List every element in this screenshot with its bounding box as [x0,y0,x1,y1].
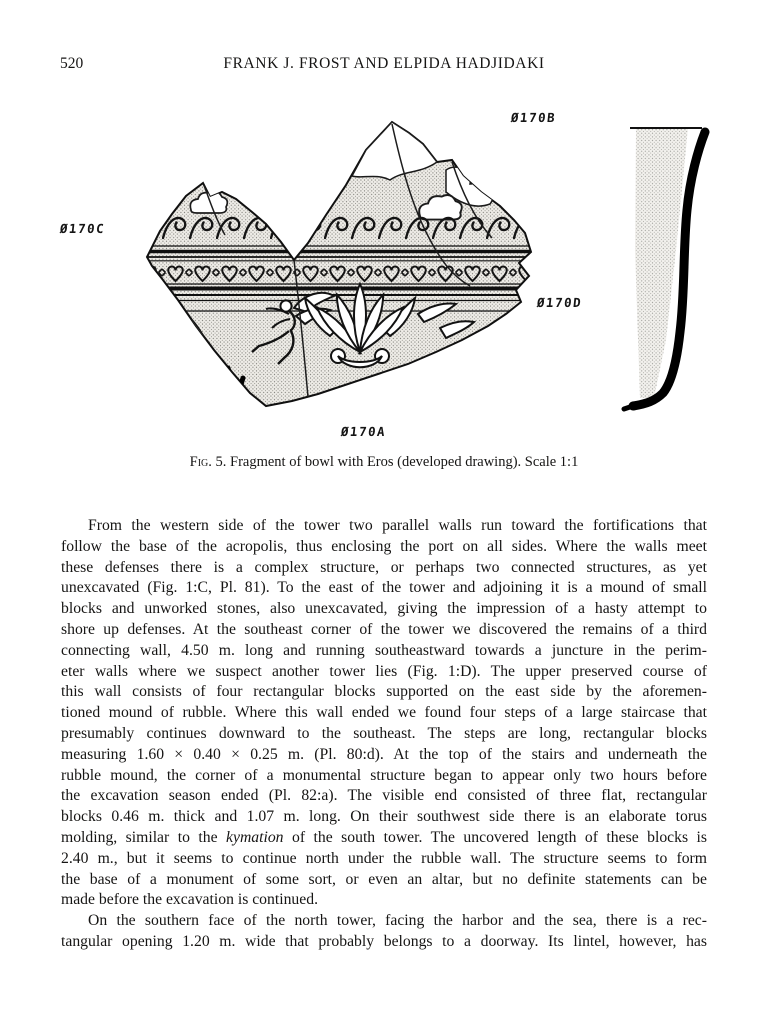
text-line: this wall consists of four rectangular blocks supported on the east side by the aforemen- [61,683,707,701]
text-line: shore up defenses. At the southeast corner of the tower we discovered the remains of a third [61,620,707,638]
running-head: FRANK J. FROST AND ELPIDA HADJIDAKI [223,55,545,72]
text-line: measuring 1.60 × 0.40 × 0.25 m. (Pl. 80:d). At the top of the stairs and underneath the [61,745,707,763]
text-line: From the western side of the tower two parallel walls run toward the fortifications that [88,517,707,534]
text-line: the base of a monument of some sort, or even an altar, but no definite statements can be [61,870,707,888]
text-line: made before the excavation is continued. [61,891,318,909]
text-line: blocks 0.46 m. thick and 1.07 m. long. On their southwest side there is an elaborate torus [61,808,707,826]
figure-caption-label: Fig. 5. [189,454,227,470]
fragment-label-170c: Ø170C [59,221,106,236]
text-line: unexcavated (Fig. 1:C, Pl. 81). To the east of the tower and adjoining it is a mound of small [61,579,707,597]
body-text [61,516,707,953]
text-line: rubble mound, the corner of a monumental structure began to appear only two hours before [61,766,707,784]
bowl-fragment-drawing [130,122,545,406]
text-line: tangular opening 1.20 m. wide that probably belongs to a doorway. Its lintel, however, has [61,932,707,950]
figure-caption-text: Fragment of bowl with Eros (developed drawing). Scale 1:1 [226,454,579,470]
text-line: molding, similar to the kymation of the south tower. The uncovered length of these blocks is [61,828,708,846]
text-line: presumably continues downward to the southeast. The steps are long, rectangular blocks [61,724,707,742]
figure-5-drawing [0,100,768,450]
fragment-label-170d: Ø170D [536,295,583,310]
text-line: the excavation season ended (Pl. 82:a). The visible end consisted of three flat, rectangular [61,787,707,805]
text-line: 2.40 m., but it seems to continue north under the rubble wall. The structure seems to form [61,849,707,867]
text-line: tioned mound of rubble. Where this wall ended we found four steps of a large staircase that [61,704,707,722]
paragraph [61,911,707,953]
fragment-label-170b: Ø170B [510,110,557,125]
text-line: eter walls where we suspect another tower lies (Fig. 1:D). The upper preserved course of [61,662,707,680]
text-line: these defenses there is a complex structure, or perhaps two connected structures, as yet [61,558,707,576]
profile-drawing [624,128,705,409]
text-line: blocks and unworked stones, also unexcavated, giving the impression of a hasty attempt to [61,600,707,618]
fragment-label-170a: Ø170A [340,424,387,439]
text-line: follow the base of the acropolis, thus enclosing the port on all sides. Where the walls meet [61,537,707,555]
page-number: 520 [60,55,84,72]
text-line: On the southern face of the north tower, facing the harbor and the sea, there is a rec- [88,912,707,930]
paragraph [61,516,707,911]
figure-caption [0,454,768,471]
text-line: connecting wall, 4.50 m. long and running southeastward towards a juncture in the perim- [61,641,707,659]
